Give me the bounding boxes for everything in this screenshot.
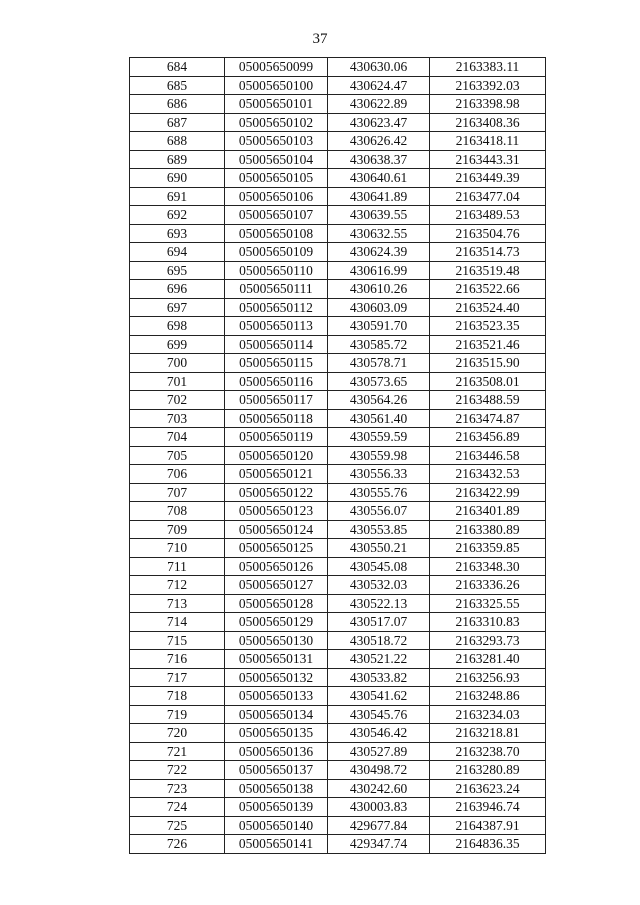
y-coordinate-cell: 2163623.24 bbox=[430, 779, 546, 798]
coordinates-table-container bbox=[129, 57, 545, 854]
table-row bbox=[130, 280, 546, 299]
code-cell: 05005650140 bbox=[225, 816, 328, 835]
x-coordinate-cell: 429347.74 bbox=[328, 835, 430, 854]
code-cell: 05005650120 bbox=[225, 446, 328, 465]
code-cell: 05005650100 bbox=[225, 76, 328, 95]
table-row bbox=[130, 668, 546, 687]
code-cell: 05005650112 bbox=[225, 298, 328, 317]
code-cell: 05005650113 bbox=[225, 317, 328, 336]
x-coordinate-cell: 430591.70 bbox=[328, 317, 430, 336]
x-coordinate-cell: 430532.03 bbox=[328, 576, 430, 595]
row-number-cell: 720 bbox=[130, 724, 225, 743]
row-number-cell: 709 bbox=[130, 520, 225, 539]
table-row bbox=[130, 391, 546, 410]
y-coordinate-cell: 2163280.89 bbox=[430, 761, 546, 780]
table-row bbox=[130, 428, 546, 447]
code-cell: 05005650117 bbox=[225, 391, 328, 410]
code-cell: 05005650125 bbox=[225, 539, 328, 558]
table-row bbox=[130, 409, 546, 428]
table-row bbox=[130, 317, 546, 336]
y-coordinate-cell: 2164836.35 bbox=[430, 835, 546, 854]
code-cell: 05005650123 bbox=[225, 502, 328, 521]
table-row bbox=[130, 816, 546, 835]
x-coordinate-cell: 430553.85 bbox=[328, 520, 430, 539]
row-number-cell: 702 bbox=[130, 391, 225, 410]
table-row bbox=[130, 446, 546, 465]
row-number-cell: 692 bbox=[130, 206, 225, 225]
row-number-cell: 722 bbox=[130, 761, 225, 780]
code-cell: 05005650099 bbox=[225, 58, 328, 77]
table-row bbox=[130, 483, 546, 502]
row-number-cell: 704 bbox=[130, 428, 225, 447]
table-row bbox=[130, 650, 546, 669]
x-coordinate-cell: 430545.08 bbox=[328, 557, 430, 576]
table-row bbox=[130, 631, 546, 650]
x-coordinate-cell: 430561.40 bbox=[328, 409, 430, 428]
x-coordinate-cell: 430623.47 bbox=[328, 113, 430, 132]
x-coordinate-cell: 430578.71 bbox=[328, 354, 430, 373]
row-number-cell: 707 bbox=[130, 483, 225, 502]
table-row bbox=[130, 761, 546, 780]
x-coordinate-cell: 430555.76 bbox=[328, 483, 430, 502]
y-coordinate-cell: 2163514.73 bbox=[430, 243, 546, 262]
row-number-cell: 688 bbox=[130, 132, 225, 151]
x-coordinate-cell: 430624.47 bbox=[328, 76, 430, 95]
code-cell: 05005650128 bbox=[225, 594, 328, 613]
row-number-cell: 710 bbox=[130, 539, 225, 558]
code-cell: 05005650122 bbox=[225, 483, 328, 502]
y-coordinate-cell: 2163392.03 bbox=[430, 76, 546, 95]
code-cell: 05005650141 bbox=[225, 835, 328, 854]
row-number-cell: 693 bbox=[130, 224, 225, 243]
code-cell: 05005650130 bbox=[225, 631, 328, 650]
code-cell: 05005650101 bbox=[225, 95, 328, 114]
table-row bbox=[130, 169, 546, 188]
table-row bbox=[130, 539, 546, 558]
x-coordinate-cell: 430616.99 bbox=[328, 261, 430, 280]
table-row bbox=[130, 742, 546, 761]
x-coordinate-cell: 430585.72 bbox=[328, 335, 430, 354]
row-number-cell: 716 bbox=[130, 650, 225, 669]
x-coordinate-cell: 430610.26 bbox=[328, 280, 430, 299]
table-row bbox=[130, 779, 546, 798]
table-row bbox=[130, 520, 546, 539]
x-coordinate-cell: 430603.09 bbox=[328, 298, 430, 317]
code-cell: 05005650129 bbox=[225, 613, 328, 632]
code-cell: 05005650126 bbox=[225, 557, 328, 576]
y-coordinate-cell: 2163474.87 bbox=[430, 409, 546, 428]
table-row bbox=[130, 835, 546, 854]
x-coordinate-cell: 430517.07 bbox=[328, 613, 430, 632]
code-cell: 05005650127 bbox=[225, 576, 328, 595]
code-cell: 05005650137 bbox=[225, 761, 328, 780]
code-cell: 05005650119 bbox=[225, 428, 328, 447]
row-number-cell: 705 bbox=[130, 446, 225, 465]
page-number: 37 bbox=[312, 31, 328, 47]
y-coordinate-cell: 2163456.89 bbox=[430, 428, 546, 447]
row-number-cell: 697 bbox=[130, 298, 225, 317]
row-number-cell: 699 bbox=[130, 335, 225, 354]
y-coordinate-cell: 2163443.31 bbox=[430, 150, 546, 169]
y-coordinate-cell: 2163432.53 bbox=[430, 465, 546, 484]
code-cell: 05005650118 bbox=[225, 409, 328, 428]
table-row bbox=[130, 206, 546, 225]
coordinates-table bbox=[129, 57, 546, 854]
code-cell: 05005650139 bbox=[225, 798, 328, 817]
table-row bbox=[130, 298, 546, 317]
table-row bbox=[130, 335, 546, 354]
y-coordinate-cell: 2163348.30 bbox=[430, 557, 546, 576]
code-cell: 05005650109 bbox=[225, 243, 328, 262]
x-coordinate-cell: 430556.33 bbox=[328, 465, 430, 484]
x-coordinate-cell: 430545.76 bbox=[328, 705, 430, 724]
x-coordinate-cell: 430640.61 bbox=[328, 169, 430, 188]
row-number-cell: 724 bbox=[130, 798, 225, 817]
y-coordinate-cell: 2163508.01 bbox=[430, 372, 546, 391]
y-coordinate-cell: 2163336.26 bbox=[430, 576, 546, 595]
x-coordinate-cell: 430632.55 bbox=[328, 224, 430, 243]
row-number-cell: 690 bbox=[130, 169, 225, 188]
table-row bbox=[130, 798, 546, 817]
table-row bbox=[130, 594, 546, 613]
table-row bbox=[130, 150, 546, 169]
x-coordinate-cell: 430559.59 bbox=[328, 428, 430, 447]
x-coordinate-cell: 430546.42 bbox=[328, 724, 430, 743]
table-row bbox=[130, 224, 546, 243]
table-row bbox=[130, 261, 546, 280]
table-row bbox=[130, 243, 546, 262]
row-number-cell: 712 bbox=[130, 576, 225, 595]
code-cell: 05005650110 bbox=[225, 261, 328, 280]
y-coordinate-cell: 2163281.40 bbox=[430, 650, 546, 669]
y-coordinate-cell: 2163477.04 bbox=[430, 187, 546, 206]
x-coordinate-cell: 430527.89 bbox=[328, 742, 430, 761]
y-coordinate-cell: 2163446.58 bbox=[430, 446, 546, 465]
code-cell: 05005650102 bbox=[225, 113, 328, 132]
code-cell: 05005650108 bbox=[225, 224, 328, 243]
x-coordinate-cell: 430622.89 bbox=[328, 95, 430, 114]
row-number-cell: 698 bbox=[130, 317, 225, 336]
code-cell: 05005650132 bbox=[225, 668, 328, 687]
y-coordinate-cell: 2163522.66 bbox=[430, 280, 546, 299]
code-cell: 05005650133 bbox=[225, 687, 328, 706]
row-number-cell: 701 bbox=[130, 372, 225, 391]
row-number-cell: 706 bbox=[130, 465, 225, 484]
x-coordinate-cell: 430564.26 bbox=[328, 391, 430, 410]
x-coordinate-cell: 430641.89 bbox=[328, 187, 430, 206]
code-cell: 05005650107 bbox=[225, 206, 328, 225]
row-number-cell: 685 bbox=[130, 76, 225, 95]
x-coordinate-cell: 430638.37 bbox=[328, 150, 430, 169]
y-coordinate-cell: 2163515.90 bbox=[430, 354, 546, 373]
table-row bbox=[130, 557, 546, 576]
row-number-cell: 714 bbox=[130, 613, 225, 632]
row-number-cell: 695 bbox=[130, 261, 225, 280]
x-coordinate-cell: 430242.60 bbox=[328, 779, 430, 798]
y-coordinate-cell: 2163521.46 bbox=[430, 335, 546, 354]
x-coordinate-cell: 430541.62 bbox=[328, 687, 430, 706]
y-coordinate-cell: 2163248.86 bbox=[430, 687, 546, 706]
x-coordinate-cell: 430556.07 bbox=[328, 502, 430, 521]
y-coordinate-cell: 2163422.99 bbox=[430, 483, 546, 502]
y-coordinate-cell: 2163256.93 bbox=[430, 668, 546, 687]
y-coordinate-cell: 2163524.40 bbox=[430, 298, 546, 317]
x-coordinate-cell: 430626.42 bbox=[328, 132, 430, 151]
code-cell: 05005650104 bbox=[225, 150, 328, 169]
row-number-cell: 721 bbox=[130, 742, 225, 761]
code-cell: 05005650114 bbox=[225, 335, 328, 354]
code-cell: 05005650135 bbox=[225, 724, 328, 743]
row-number-cell: 686 bbox=[130, 95, 225, 114]
table-row bbox=[130, 58, 546, 77]
y-coordinate-cell: 2163408.36 bbox=[430, 113, 546, 132]
table-row bbox=[130, 187, 546, 206]
code-cell: 05005650131 bbox=[225, 650, 328, 669]
y-coordinate-cell: 2163449.39 bbox=[430, 169, 546, 188]
x-coordinate-cell: 430003.83 bbox=[328, 798, 430, 817]
x-coordinate-cell: 430624.39 bbox=[328, 243, 430, 262]
table-row bbox=[130, 95, 546, 114]
table-row bbox=[130, 705, 546, 724]
code-cell: 05005650124 bbox=[225, 520, 328, 539]
y-coordinate-cell: 2163218.81 bbox=[430, 724, 546, 743]
row-number-cell: 726 bbox=[130, 835, 225, 854]
code-cell: 05005650116 bbox=[225, 372, 328, 391]
x-coordinate-cell: 430498.72 bbox=[328, 761, 430, 780]
y-coordinate-cell: 2163380.89 bbox=[430, 520, 546, 539]
row-number-cell: 718 bbox=[130, 687, 225, 706]
row-number-cell: 719 bbox=[130, 705, 225, 724]
y-coordinate-cell: 2163504.76 bbox=[430, 224, 546, 243]
y-coordinate-cell: 2163359.85 bbox=[430, 539, 546, 558]
x-coordinate-cell: 430573.65 bbox=[328, 372, 430, 391]
y-coordinate-cell: 2163519.48 bbox=[430, 261, 546, 280]
code-cell: 05005650121 bbox=[225, 465, 328, 484]
x-coordinate-cell: 430559.98 bbox=[328, 446, 430, 465]
row-number-cell: 713 bbox=[130, 594, 225, 613]
table-row bbox=[130, 465, 546, 484]
row-number-cell: 700 bbox=[130, 354, 225, 373]
table-row bbox=[130, 76, 546, 95]
table-row bbox=[130, 502, 546, 521]
y-coordinate-cell: 2163293.73 bbox=[430, 631, 546, 650]
y-coordinate-cell: 2163488.59 bbox=[430, 391, 546, 410]
y-coordinate-cell: 2163325.55 bbox=[430, 594, 546, 613]
row-number-cell: 703 bbox=[130, 409, 225, 428]
y-coordinate-cell: 2163523.35 bbox=[430, 317, 546, 336]
code-cell: 05005650136 bbox=[225, 742, 328, 761]
code-cell: 05005650138 bbox=[225, 779, 328, 798]
x-coordinate-cell: 430630.06 bbox=[328, 58, 430, 77]
row-number-cell: 723 bbox=[130, 779, 225, 798]
table-row bbox=[130, 687, 546, 706]
table-row bbox=[130, 724, 546, 743]
x-coordinate-cell: 429677.84 bbox=[328, 816, 430, 835]
code-cell: 05005650106 bbox=[225, 187, 328, 206]
row-number-cell: 725 bbox=[130, 816, 225, 835]
code-cell: 05005650134 bbox=[225, 705, 328, 724]
x-coordinate-cell: 430518.72 bbox=[328, 631, 430, 650]
x-coordinate-cell: 430550.21 bbox=[328, 539, 430, 558]
row-number-cell: 684 bbox=[130, 58, 225, 77]
x-coordinate-cell: 430533.82 bbox=[328, 668, 430, 687]
row-number-cell: 696 bbox=[130, 280, 225, 299]
y-coordinate-cell: 2163234.03 bbox=[430, 705, 546, 724]
y-coordinate-cell: 2163383.11 bbox=[430, 58, 546, 77]
row-number-cell: 689 bbox=[130, 150, 225, 169]
y-coordinate-cell: 2163401.89 bbox=[430, 502, 546, 521]
row-number-cell: 715 bbox=[130, 631, 225, 650]
table-row bbox=[130, 132, 546, 151]
code-cell: 05005650111 bbox=[225, 280, 328, 299]
code-cell: 05005650103 bbox=[225, 132, 328, 151]
row-number-cell: 711 bbox=[130, 557, 225, 576]
x-coordinate-cell: 430639.55 bbox=[328, 206, 430, 225]
table-row bbox=[130, 113, 546, 132]
y-coordinate-cell: 2163238.70 bbox=[430, 742, 546, 761]
table-row bbox=[130, 372, 546, 391]
y-coordinate-cell: 2163489.53 bbox=[430, 206, 546, 225]
row-number-cell: 691 bbox=[130, 187, 225, 206]
table-row bbox=[130, 613, 546, 632]
table-row bbox=[130, 354, 546, 373]
y-coordinate-cell: 2164387.91 bbox=[430, 816, 546, 835]
table-row bbox=[130, 576, 546, 595]
x-coordinate-cell: 430522.13 bbox=[328, 594, 430, 613]
code-cell: 05005650115 bbox=[225, 354, 328, 373]
row-number-cell: 687 bbox=[130, 113, 225, 132]
code-cell: 05005650105 bbox=[225, 169, 328, 188]
y-coordinate-cell: 2163310.83 bbox=[430, 613, 546, 632]
y-coordinate-cell: 2163398.98 bbox=[430, 95, 546, 114]
row-number-cell: 694 bbox=[130, 243, 225, 262]
y-coordinate-cell: 2163418.11 bbox=[430, 132, 546, 151]
row-number-cell: 717 bbox=[130, 668, 225, 687]
table-body bbox=[130, 58, 546, 854]
row-number-cell: 708 bbox=[130, 502, 225, 521]
x-coordinate-cell: 430521.22 bbox=[328, 650, 430, 669]
y-coordinate-cell: 2163946.74 bbox=[430, 798, 546, 817]
